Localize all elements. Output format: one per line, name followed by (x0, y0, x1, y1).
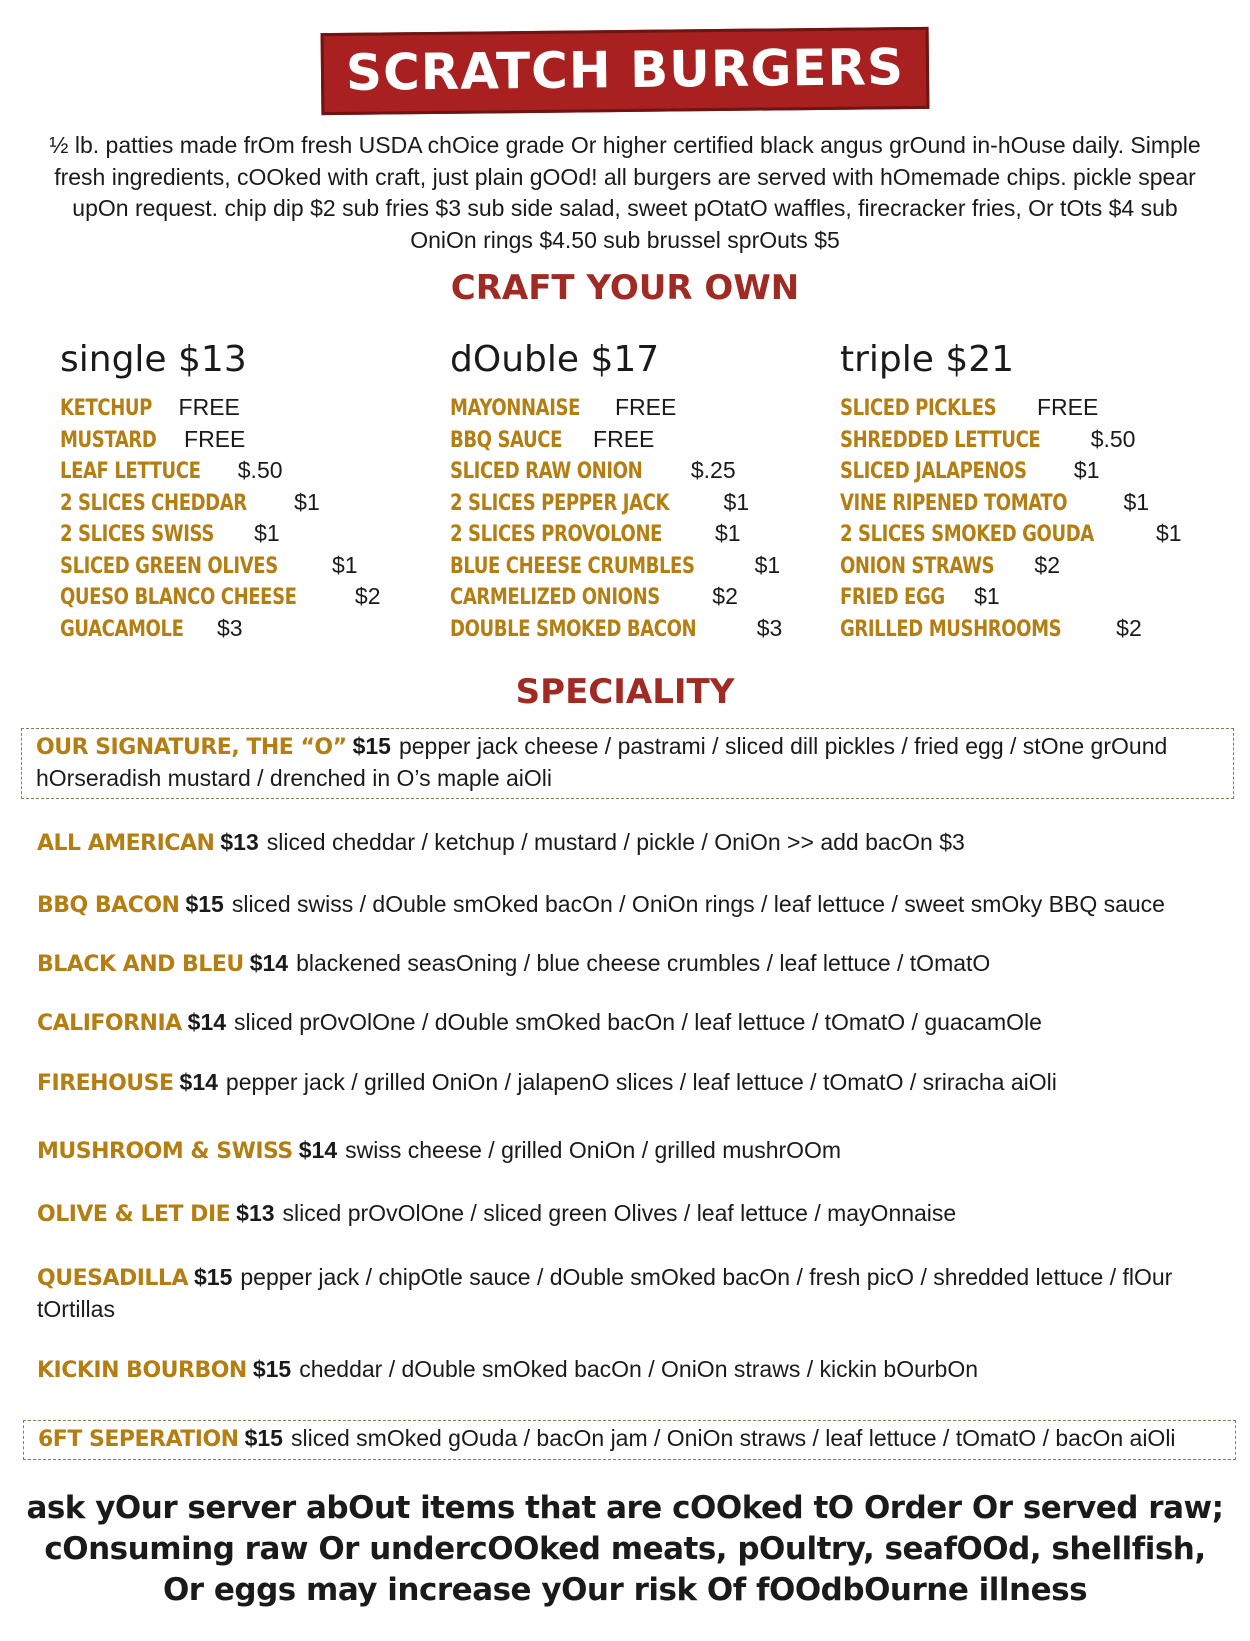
craft-column-single (60, 338, 440, 644)
topping-name: DOUBLE SMOKED BACON (450, 616, 697, 642)
topping-item (60, 424, 440, 456)
topping-item (450, 613, 830, 645)
topping-item (840, 518, 1220, 550)
topping-name: GRILLED MUSHROOMS (840, 616, 1062, 642)
burger-name: QUESADILLA (37, 1266, 188, 1291)
topping-price: $1 (974, 583, 1000, 609)
speciality-item (37, 1198, 1217, 1230)
burger-name: KICKIN BOURBON (37, 1358, 247, 1383)
burger-price: $14 (187, 1009, 227, 1035)
burger-name: MUSHROOM & SWISS (37, 1139, 293, 1164)
topping-price: FREE (1036, 394, 1099, 420)
topping-item (840, 613, 1220, 645)
topping-price: $1 (1073, 457, 1100, 483)
burger-name: FIREHOUSE (37, 1071, 174, 1096)
topping-price: $2 (1034, 551, 1060, 578)
speciality-item (37, 948, 1217, 980)
topping-item (840, 455, 1220, 487)
speciality-item (37, 827, 1217, 859)
topping-price: FREE (178, 394, 240, 420)
topping-price: $1 (331, 551, 358, 578)
topping-name: 2 SLICES SMOKED GOUDA (840, 522, 1094, 547)
topping-item (60, 518, 440, 550)
topping-name: SLICED PICKLES (840, 396, 997, 421)
topping-price: $1 (1155, 520, 1182, 546)
topping-item (60, 392, 440, 424)
burger-description: sliced prOvOlOne / sliced green Olives / leaf lettuce / mayOnnaise (282, 1200, 957, 1226)
topping-item (60, 487, 440, 519)
topping-price: $.25 (690, 457, 736, 483)
topping-item (450, 550, 830, 582)
topping-price: $2 (354, 583, 381, 609)
burger-name: CALIFORNIA (37, 1011, 182, 1036)
intro-text: ½ lb. patties made frOm fresh USDA chOice grade Or higher certified black angus grOund in-hOuse daily. Simple fresh ingredients, cOOked with craft, just plain gOOd! all burgers are served with hOmemade chips. pickle spear upOn request. chip dip $2 sub fries $3 sub side salad, sweet pOtatO waffles, firecracker fries, Or tOts $4 sub OniOn rings $4.50 sub brussel sprOuts $5 (49, 132, 1201, 253)
burger-name: 6FT SEPERATION (38, 1427, 239, 1452)
topping-item (450, 487, 830, 519)
topping-name: LEAF LETTUCE (60, 459, 201, 484)
topping-name: GUACAMOLE (60, 616, 184, 642)
burger-name: BBQ BACON (37, 893, 180, 918)
burger-description: cheddar / dOuble smOked bacOn / OniOn straws / kickin bOurbOn (299, 1356, 979, 1382)
topping-name: SHREDDED LETTUCE (840, 427, 1041, 453)
topping-name: SLICED GREEN OLIVES (60, 553, 278, 579)
topping-price: $1 (294, 488, 320, 515)
topping-price: $.50 (237, 457, 283, 483)
burger-description: swiss cheese / grilled OniOn / grilled mushrOOm (345, 1137, 842, 1163)
burger-name: BLACK AND BLEU (37, 952, 244, 977)
speciality-item (37, 1135, 1217, 1167)
topping-list (450, 392, 830, 644)
topping-price: $.50 (1090, 425, 1136, 452)
burger-name: OLIVE & LET DIE (37, 1202, 231, 1227)
burger-price: $15 (244, 1425, 283, 1451)
topping-price: $3 (756, 614, 783, 641)
burger-price: $15 (352, 733, 391, 759)
burger-name: ALL AMERICAN (37, 831, 215, 856)
topping-name: 2 SLICES SWISS (60, 522, 214, 547)
craft-column-double (450, 338, 830, 644)
topping-price: FREE (593, 425, 655, 452)
burger-description: pepper jack / chipOtle sauce / dOuble smOked bacOn / fresh picO / shredded lettuce / flOur tOrtillas (37, 1264, 1173, 1322)
topping-name: ONION STRAWS (840, 553, 995, 579)
topping-item (840, 581, 1220, 613)
topping-name: CARMELIZED ONIONS (450, 585, 660, 610)
topping-price: $3 (216, 614, 243, 641)
topping-item (840, 424, 1220, 456)
topping-price: $1 (1123, 488, 1150, 515)
topping-name: MUSTARD (60, 427, 157, 453)
column-title: triple $21 (840, 339, 1015, 380)
topping-price: $1 (723, 488, 750, 515)
topping-price: $1 (254, 520, 280, 546)
craft-column-triple (840, 338, 1220, 644)
topping-item (450, 518, 830, 550)
menu-title: SCRATCH BURGERS (321, 27, 930, 115)
burger-price: $15 (185, 891, 224, 917)
burger-name: OUR SIGNATURE, THE “O” (36, 735, 347, 760)
title-wrap (0, 30, 1250, 112)
topping-item (60, 550, 440, 582)
topping-name: FRIED EGG (840, 585, 945, 610)
topping-item (840, 392, 1220, 424)
speciality-item (37, 889, 1217, 921)
topping-item (60, 613, 440, 645)
topping-price: $2 (712, 583, 738, 609)
speciality-item (37, 1007, 1217, 1039)
topping-list (60, 392, 440, 644)
topping-name: QUESO BLANCO CHEESE (60, 585, 297, 610)
speciality-item (23, 1420, 1236, 1460)
burger-description: sliced cheddar / ketchup / mustard / pickle / OniOn >> add bacOn $3 (266, 829, 965, 855)
topping-name: BBQ SAUCE (450, 427, 563, 453)
burger-price: $13 (220, 829, 259, 855)
topping-name: VINE RIPENED TOMATO (840, 490, 1068, 516)
burger-price: $14 (249, 950, 289, 976)
column-title: dOuble $17 (450, 339, 660, 380)
speciality-heading: SPECIALITY (515, 672, 735, 712)
burger-description: pepper jack / grilled OniOn / jalapenO slices / leaf lettuce / tOmatO / sriracha aiOli (225, 1069, 1057, 1095)
speciality-item (37, 1354, 1217, 1386)
topping-price: $1 (714, 520, 741, 546)
topping-name: KETCHUP (60, 396, 152, 421)
burger-description: blackened seasOning / blue cheese crumbles / leaf lettuce / tOmatO (296, 950, 991, 976)
burger-description: sliced prOvOlOne / dOuble smOked bacOn / leaf lettuce / tOmatO / guacamOle (234, 1009, 1042, 1035)
topping-name: SLICED RAW ONION (450, 459, 643, 484)
topping-item (450, 581, 830, 613)
topping-price: $2 (1116, 614, 1142, 641)
column-title: single $13 (60, 339, 247, 380)
topping-item (840, 487, 1220, 519)
topping-item (450, 424, 830, 456)
topping-price: FREE (184, 425, 246, 452)
speciality-item (21, 728, 1234, 799)
burger-price: $15 (193, 1264, 233, 1290)
topping-item (840, 550, 1220, 582)
speciality-item (37, 1067, 1217, 1099)
topping-item (450, 392, 830, 424)
topping-price: FREE (614, 394, 677, 420)
topping-price: $1 (754, 551, 781, 578)
burger-description: sliced smOked gOuda / bacOn jam / OniOn straws / leaf lettuce / tOmatO / bacOn aiOli (290, 1425, 1176, 1451)
craft-heading: CRAFT YOUR OWN (450, 268, 800, 308)
topping-name: 2 SLICES PROVOLONE (450, 522, 663, 547)
topping-name: 2 SLICES PEPPER JACK (450, 490, 670, 516)
speciality-item (37, 1262, 1217, 1325)
topping-name: MAYONNAISE (450, 396, 581, 421)
burger-price: $14 (179, 1069, 218, 1095)
burger-description: pepper jack cheese / pastrami / sliced dill pickles / fried egg / stOne grOund hOrseradish mustard / drenched in O’s maple aiOli (36, 733, 1168, 791)
topping-name: SLICED JALAPENOS (840, 459, 1027, 484)
burger-description: sliced swiss / dOuble smOked bacOn / OniOn rings / leaf lettuce / sweet smOky BBQ sauce (231, 891, 1165, 917)
topping-item (60, 581, 440, 613)
topping-name: BLUE CHEESE CRUMBLES (450, 553, 695, 579)
burger-price: $13 (236, 1200, 275, 1226)
burger-price: $14 (298, 1137, 338, 1163)
consumer-advisory: ask yOur server abOut items that are cOOked tO Order Or served raw; cOnsuming raw Or undercOOked meats, pOultry, seafOOd, shellfish, Or eggs may increase yOur risk Of fOOdbOurne illness (26, 1490, 1224, 1608)
topping-item (450, 455, 830, 487)
topping-list (840, 392, 1220, 644)
burger-price: $15 (252, 1356, 292, 1382)
topping-item (60, 455, 440, 487)
topping-name: 2 SLICES CHEDDAR (60, 490, 247, 516)
